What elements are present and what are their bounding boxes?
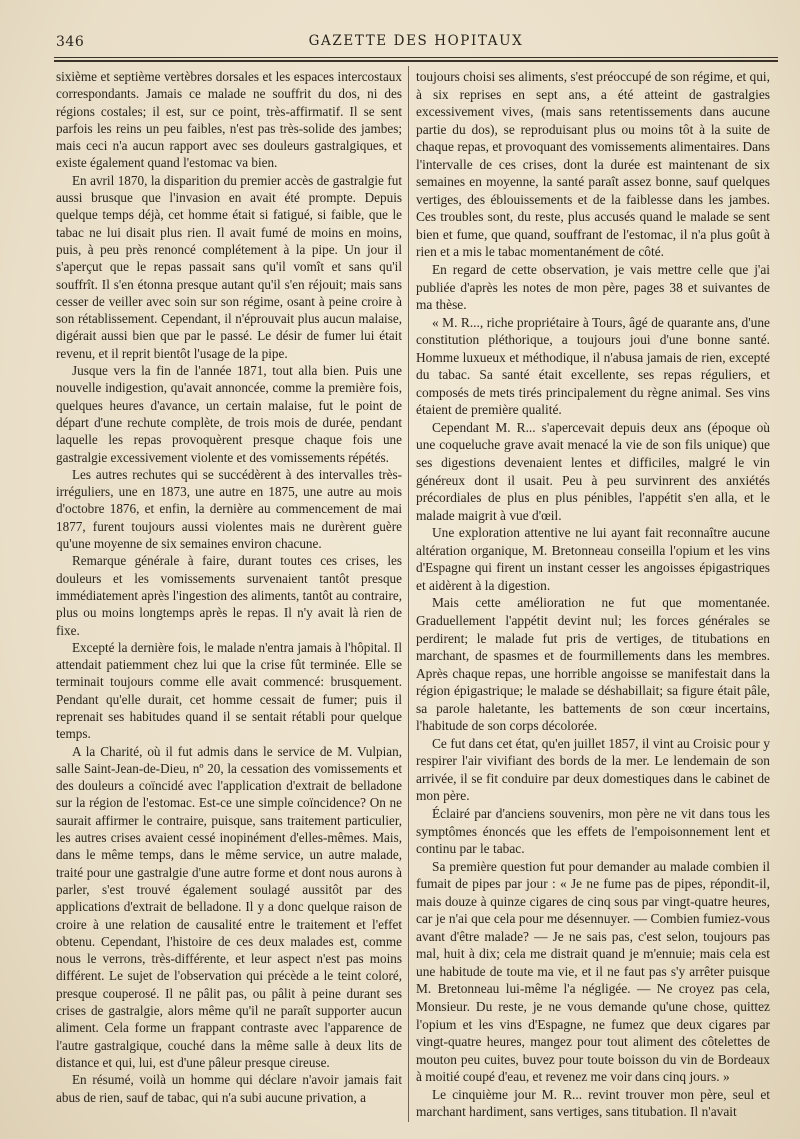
right-column (416, 68, 770, 1121)
paragraph: En résumé, voilà un homme qui déclare n'avoir jamais fait abus de rien, sauf de tabac, qui n'a subi aucune privation, a (56, 1072, 402, 1105)
paragraph: Les autres rechutes qui se succédèrent à des intervalles très-irréguliers, une en 1873, une autre en 1875, une autre au mois d'octobre 1876, et enfin, la dernière au commencement de mai 1877, furent toujours aussi violentes mais ne durèrent guère qu'une moyenne de six semaines environ chacune. (56, 466, 402, 552)
page-number: 346 (56, 34, 85, 50)
paragraph: sixième et septième vertèbres dorsales et les espaces intercostaux correspondants. Jamais ce malade ne souffrit du dos, ni des régions costales; il est, sur ce point, très-affirmatif. Il se sent parfois les reins un peu faibles, n'est pas très-solide des jambes; mais ceci n'a aucun rapport avec ses douleurs gastralgiques, et existe également quand l'estomac va bien. (56, 69, 402, 171)
paragraph: Ce fut dans cet état, qu'en juillet 1857, il vint au Croisic pour y respirer l'air vivifiant des bords de la mer. Le lendemain de son arrivée, il se fit conduire par deux domestiques dans le cabinet de mon père. (416, 735, 770, 804)
column-divider (408, 66, 409, 1122)
paragraph: « M. R..., riche propriétaire à Tours, âgé de quarante ans, d'une constitution pléthorique, a toujours joui d'une bonne santé. Homme luxueux et méthodique, il n'abusa jamais de rien, excepté du tabac. Sa santé était excellente, ses repas réguliers, et composés de mets tirés principalement du règne animal. Ses vins étaient de première qualité. (416, 314, 770, 418)
paragraph: Une exploration attentive ne lui ayant fait reconnaître aucune altération organique, M. Bretonneau conseilla l'opium et les vins d'Espagne qui firent un instant cesser les angoisses épigastriques et aidèrent à la digestion. (416, 525, 770, 593)
paragraph: Éclairé par d'anciens souvenirs, mon père ne vit dans tous les symptômes énoncés que les effets de l'empoisonnement lent et continu par le tabac. (416, 805, 770, 857)
header-rule-thin (54, 57, 778, 58)
paragraph: En regard de cette observation, je vais mettre celle que j'ai publiée d'après les notes de mon père, pages 38 et suivantes de ma thèse. (416, 262, 770, 313)
page-header (56, 30, 776, 56)
paragraph: En avril 1870, la disparition du premier accès de gastralgie fut aussi brusque que l'invasion en avait été prompte. Depuis quelque temps déjà, cet homme était si fatigué, si faible, que le tabac ne lui disait plus rien. Il avait fumé de moins en moins, puis, à peu près renoncé complétement à la pipe. Un jour il s'aperçut que le repas passait sans qu'il vomît et sans qu'il souffrît. Il s'en étonna presque autant qu'il s'en réjouit; mais sans cesser de veiller avec soin sur son régime, osant à peine croire à son rétablissement. Cependant, il n'éprouvait plus aucun malaise, digérait aussi bien que par le passé. Le désir de fumer lui était revenu, et il reprit bientôt l'usage de la pipe. (56, 172, 402, 361)
left-column (56, 68, 402, 1106)
paragraph: Mais cette amélioration ne fut que momentanée. Graduellement l'appétit devint nul; les forces générales se perdirent; le malade fut pris de vertiges, de titubations en marchant, de spasmes et de fourmillements dans les membres. Après chaque repas, une horrible angoisse se manifestait dans la région épigastrique; le malade se déshabillait; sa figure était pâle, sa parole haletante, les battements de son cœur incertains, l'habitude de son corps décolorée. (416, 595, 770, 734)
journal-title: GAZETTE DES HOPITAUX (308, 33, 524, 49)
paragraph: Le cinquième jour M. R... revint trouver mon père, seul et marchant hardiment, sans vertiges, sans titubation. Il n'avait (416, 1086, 770, 1120)
paragraph: Jusque vers la fin de l'année 1871, tout alla bien. Puis une nouvelle indigestion, qu'avait annoncée, comme la première fois, quelques heures d'avance, un certain malaise, fut le point de départ d'une rechute complète, de trois mois de durée, pendant laquelle les repas provoquèrent presque chaque fois une gastralgie excessivement violente et des vomissements répétés. (56, 363, 402, 465)
paragraph: Cependant M. R... s'apercevait depuis deux ans (époque où une coqueluche grave avait menacé la vie de son fils unique) que ses digestions devenaient lentes et difficiles, malgré le vin généreux dont il usait. Peu à peu survinrent des anxiétés précordiales de plus en plus pénibles, l'appétit s'en alla, et le malade maigrit à vue d'œil. (416, 419, 770, 523)
header-rule-thick (54, 60, 778, 62)
paragraph: Sa première question fut pour demander au malade combien il fumait de pipes par jour : « Je ne fume pas de pipes, répondit-il, mais douze à quinze cigares de cinq sous par vingt-quatre heures, car je n'ai que cela pour me désennuyer. — Combien fumiez-vous avant d'être malade? — Je ne sais pas, c'est selon, toujours pas mal, huit à dix; cela me distrait quand je m'ennuie; mais cela est une habitude de toute ma vie, et il ne faut pas s'y arrêter puisque M. Bretonneau lui-même l'a négligée. — Ne croyez pas cela, Monsieur. Du reste, je ne vous demande qu'une chose, quittez l'opium et les vins d'Espagne, ne fumez que deux cigares par vingt-quatre heures, mangez pour tout aliment des côtelettes de mouton peu cuites, buvez pour toute boisson du vin de Bordeaux à moitié coupé d'eau, et revenez me voir dans cinq jours. » (416, 858, 770, 1085)
paragraph: A la Charité, où il fut admis dans le service de M. Vulpian, salle Saint-Jean-de-Dieu, nº 20, la cessation des vomissements et des douleurs a coïncidé avec l'application d'extrait de belladone sur la région de l'estomac. Est-ce une simple coïncidence? On ne saurait affirmer le contraire, puisque, sans traitement particulier, les autres crises avaient cessé inopinément d'elles-mêmes. Mais, dans le même temps, dans le même service, un autre malade, traité pour une gastralgie d'une autre forme et dont nous aurons à parler, s'est trouvé également soulagé aussitôt par des applications d'extrait de belladone. Il y a donc quelque raison de croire à une relation de causalité entre le traitement et l'effet obtenu. Cependant, l'histoire de ces deux malades est, comme nous le verrons, très-différente, et leur aspect n'est pas moins différent. Le sujet de l'observation qui précède a le teint coloré, presque couperosé. Il ne pâlit pas, ou pâlit à peine durant ses crises de gastralgie, alors même qu'il ne paraît supporter aucun aliment. Cela forme un frappant contraste avec l'apparence de l'autre gastralgique, couché dans la même salle à deux lits de distance et qui, lui, est d'une pâleur presque cireuse. (56, 743, 402, 1070)
paragraph: Excepté la dernière fois, le malade n'entra jamais à l'hôpital. Il attendait patiemment chez lui que la crise fût terminée. Elle se terminait toujours comme elle avait commencé: brusquement. Pendant qu'elle durait, cet homme cessait de fumer; puis il reprenait ses habitudes quand il se sentait rétabli pour quelque temps. (56, 639, 402, 742)
paragraph: toujours choisi ses aliments, s'est préoccupé de son régime, et qui, à six reprises en sept ans, a été atteint de gastralgies excessivement vives, (mais sans retentissements dans aucune partie du dos), se reproduisant plus ou moins tôt à la suite de chaque repas, et provoquant des vomissements alimentaires. Dans l'intervalle de ces crises, dont la durée est maintenant de six semaines en moyenne, la santé paraît assez bonne, sauf quelques vertiges, des éblouissements et de la faiblesse dans les jambes. Ces troubles sont, du reste, plus accusés quand le malade se sent bien et fume, que quand, souffrant de l'estomac, il n'a plus goût à rien et a mis le tabac momentanément de côté. (416, 69, 770, 260)
paragraph: Remarque générale à faire, durant toutes ces crises, les douleurs et les vomissements survenaient tantôt presque immédiatement après l'ingestion des aliments, tantôt au contraire, plus ou moins longtemps après le repas. Il n'y avait là rien de fixe. (56, 553, 402, 638)
